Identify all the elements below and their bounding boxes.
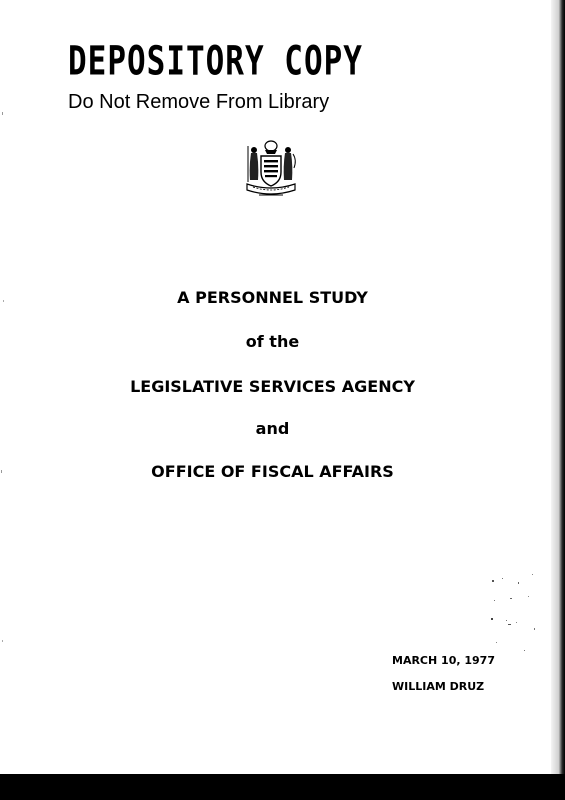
do-not-remove-stamp: Do Not Remove From Library [68, 91, 330, 113]
title-line-and: and [255, 419, 290, 438]
title-line-of-the: of the [245, 332, 300, 351]
scan-specks-left [0, 0, 10, 800]
report-author: WILLIAM DRUZ [392, 680, 485, 693]
scan-page-edge [551, 0, 565, 800]
title-line-personnel-study: A PERSONNEL STUDY [177, 288, 368, 307]
depository-copy-stamp: DEPOSITORY COPY [68, 38, 363, 85]
report-date: MARCH 10, 1977 [392, 654, 495, 667]
scan-bottom-border [0, 774, 565, 800]
scan-specks-right [488, 570, 540, 660]
state-seal-icon [241, 138, 301, 202]
title-line-legislative-services-agency: LEGISLATIVE SERVICES AGENCY [130, 377, 415, 396]
title-line-office-of-fiscal-affairs: OFFICE OF FISCAL AFFAIRS [151, 462, 394, 481]
